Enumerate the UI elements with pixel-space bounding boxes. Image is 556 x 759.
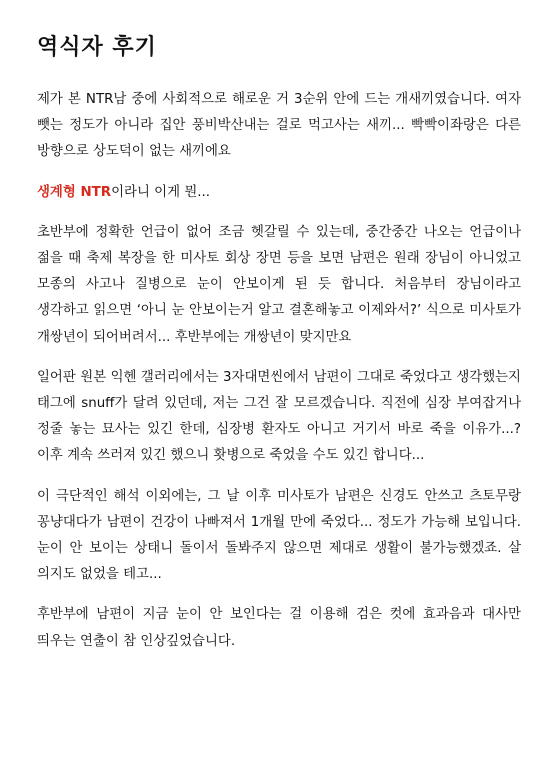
highlight-text: 생계형 NTR xyxy=(37,184,112,200)
paragraph-5: 이 극단적인 해석 이외에는, 그 날 이후 미사토가 남편은 신경도 안쓰고 츠토무랑 꽁냥대다가 남편이 건강이 나빠져서 1개월 만에 죽었다... 정도가 가능해 보입니다. 눈이 안 보이는 상태니 돌이서 돌봐주지 않으면 제대로 생활이 불가능했겠죠. 살 의지도 없었을 테고... xyxy=(37,488,521,583)
paragraph-2 xyxy=(37,180,521,206)
paragraph-4: 일어판 원본 익헨 갤러리에서는 3자대면씬에서 남편이 그대로 죽었다고 생각했는지 태그에 snuff가 달려 있던데, 저는 그건 잘 모르겠습니다. 직전에 심장 부여잡거나 정줄 놓는 묘사는 있긴 한데, 심장병 환자도 아니고 거기서 바로 죽을 이유가...? 이후 계속 쓰러져 있긴 했으니 홧병으로 죽었을 수도 있긴 합니다... xyxy=(37,369,521,464)
paragraph-3: 초반부에 정확한 언급이 없어 조금 헷갈릴 수 있는데, 중간중간 나오는 언급이나 젊을 때 축제 복장을 한 미사토 회상 장면 등을 보면 남편은 원래 장님이 아니었고 모종의 사고나 질병으로 눈이 안보이게 된 듯 합니다. 처음부터 장님이라고 생각하고 읽으면 ‘아니 눈 안보이는거 알고 결혼해놓고 이제와서?’ 식으로 미사토가 개쌍년이 되어버려서... 후반부에는 개쌍년이 맞지만요 xyxy=(37,224,521,345)
afterword-document xyxy=(37,33,521,669)
document-title: 역식자 후기 xyxy=(37,35,157,60)
paragraph-6: 후반부에 남편이 지금 눈이 안 보인다는 걸 이용해 검은 컷에 효과음과 대사만 띄우는 연출이 참 인상깊었습니다. xyxy=(37,607,521,649)
paragraph-2-text: 이라니 이게 뭔... xyxy=(111,184,211,200)
paragraph-1: 제가 본 NTR남 중에 사회적으로 해로운 거 3순위 안에 드는 개새끼였습니다. 여자 뺏는 정도가 아니라 집안 풍비박산내는 걸로 먹고사는 새끼... 빡빡이좌랑은 다른 방향으로 상도덕이 없는 새끼에요 xyxy=(37,92,521,160)
